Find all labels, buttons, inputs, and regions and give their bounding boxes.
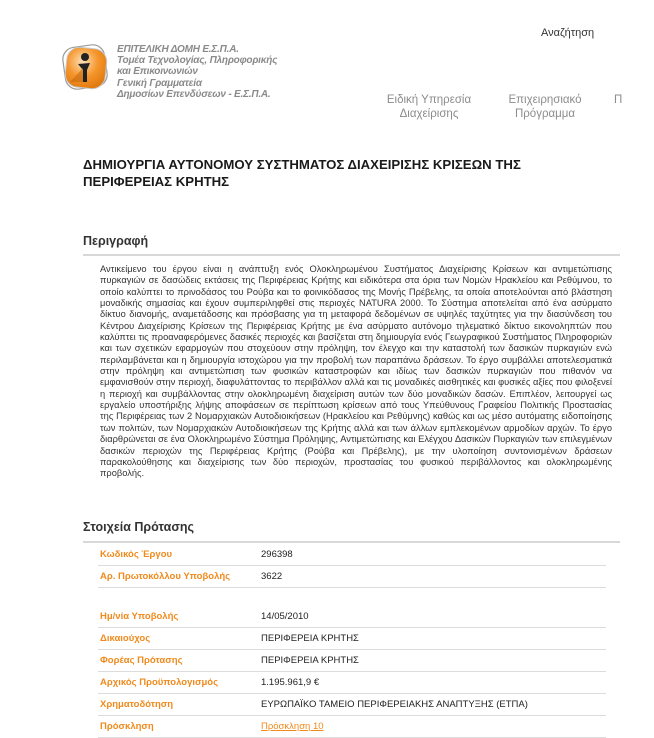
row-label: Φορέας Πρότασης <box>100 655 183 666</box>
search-link[interactable]: Αναζήτηση <box>541 27 595 39</box>
logo-line: και Επικοινωνιών <box>117 66 198 78</box>
project-description: Αντικείμενο του έργου είναι η ανάπτυξη ενός Ολοκληρωμένου Συστήματος Διαχείρισης Κρίσεων και αντιμετώπισης πυρκαγιών σε δασώδεις εκτάσεις της Περιφέρειας Κρήτης και ειδικότερα στα όρια των Νομών Ηρακλείου και Ρεθύμνου, το οποίο καλύπτει το πρινοδάσος του Ρούβα και το φοινικόδασος της Μονής Πρέβελης, τα οποία αποτελούνται από βλάστηση μοναδικής σημασίας και έχουν συμπεριληφθεί στις περιοχές NATURA 2000. Το Σύστημα αποτελείται από ένα ασύρματο δίκτυο διανομής, αναμετάδοσης και πρόσβασης για τη μεταφορά δεδομένων σε υψηλές ταχύτητες για την διασύνδεση του Κέντρου Διαχείρισης Κρίσεων της Περιφέρειας Κρήτης με ένα ασύρματο αυτόνομο τηλεματικό δίκτυο εικονοληπτών που καλύπτει τις προαναφερόμενες δασικές περιοχές και βασίζεται στη δημιουργία ενός Γεωγραφικού Συστήματος Πληροφοριών και των σχετικών εφαρμογών που στοχεύουν στην πρόληψη, τον έλεγχο και την καταστολή των δασικών πυρκαγιών ενώ περιλαμβάνεται και η δημιουργία ιστοχώρου για την προβολή των παραπάνω δράσεων. Το έργο συμβάλλει αποτελεσματικά στην πρόληψη και αντιμετώπιση των φυσικών καταστροφών και ιδίως των δασικών πυρκαγιών που πιθανόν να εμφανισθούν στην περιοχή, διαφυλάττοντας το περιβάλλον αλλά και τις μοναδικές αισθητικές και φυσικές αξίες που φιλοξενεί η περιοχή και συμβάλλοντας στην ολοκληρωμένη διαχείριση αυτών των δύο μοναδικών δασών. Επιπλέον, λειτουργεί ως εργαλείο υποστήριξης λήψης αποφάσεων σε περίπτωση κρίσεων από τους Υπεύθυνους Γραφείου Πολιτικής Προστασίας της Περιφέρειας των 2 Νομαρχιακών Αυτοδιοικήσεων (Ηρακλείου και Ρεθύμνης) καθώς και ως μέσο αυτόματης ειδοποίησης των πολιτών, των Νομαρχιακών Αυτοδιοικήσεων της Κρήτης αλλά και των άλλων εμπλεκομένων αρμοδίων αρχών. Το έργο διαρθρώνεται σε ένα Ολοκληρωμένο Σύστημα Πρόληψης, Αντιμετώπισης και Ελέγχου Δασικών Πυρκαγιών των επιλεγμένων δασικών περιοχών της Περιφέρειας Κρήτης (Ρούβα και Πρέβελης), με την υλοποίηση συντονισμένων δράσεων παρακολούθησης και διαχείρισης των δύο περιοχών, προστασίας του φυσικού περιβάλλοντος και ολοκληρωμένης προβολής. <box>100 264 612 479</box>
main-nav <box>370 93 623 123</box>
table-row <box>98 694 606 716</box>
section-divider <box>83 541 620 543</box>
row-label: Αρ. Πρωτοκόλλου Υποβολής <box>100 571 231 582</box>
row-value <box>261 721 324 732</box>
section-divider <box>83 254 620 256</box>
row-value: 1.195.961,9 € <box>261 677 320 688</box>
row-value: 3622 <box>261 571 283 582</box>
table-row <box>98 672 606 694</box>
row-value: 14/05/2010 <box>261 611 309 622</box>
logo-line: Γενική Γραμματεία <box>117 77 202 89</box>
logo-line: Δημοσίων Επενδύσεων - Ε.Σ.Π.Α. <box>117 88 271 100</box>
row-value: 296398 <box>261 549 293 560</box>
row-label: Χρηματοδότηση <box>100 699 174 710</box>
table-row <box>98 628 606 650</box>
details-table-group-1 <box>98 544 606 588</box>
nav-item-operational-program[interactable] <box>499 93 591 121</box>
row-value: ΕΥΡΩΠΑΪΚΟ ΤΑΜΕΙΟ ΠΕΡΙΦΕΡΕΙΑΚΗΣ ΑΝΑΠΤΥΞΗΣ (ΕΤΠΑ) <box>261 699 528 710</box>
nav-item-label: Διαχείρισης <box>399 108 459 120</box>
table-row <box>98 544 606 566</box>
details-table-group-2 <box>98 606 606 738</box>
nav-item-label: Πρόγραμμα <box>514 108 576 120</box>
row-label: Αρχικός Προϋπολογισμός <box>100 677 219 688</box>
invitation-link[interactable]: Πρόσκληση 10 <box>261 721 324 732</box>
row-label: Ημ/νία Υποβολής <box>100 611 179 622</box>
nav-item-special-service[interactable] <box>383 93 475 121</box>
row-label: Κωδικός Έργου <box>100 549 173 560</box>
nav-item-truncated[interactable] <box>614 93 654 107</box>
logo-text <box>117 44 277 100</box>
logo-line: ΕΠΙΤΕΛΙΚΗ ΔΟΜΗ Ε.Σ.Π.Α. <box>117 44 239 55</box>
row-value: ΠΕΡΙΦΕΡΕΙΑ ΚΡΗΤΗΣ <box>261 655 359 666</box>
row-label: Πρόσκληση <box>100 721 154 732</box>
row-label: Δικαιούχος <box>100 633 151 644</box>
row-value: ΠΕΡΙΦΕΡΕΙΑ ΚΡΗΤΗΣ <box>261 633 359 644</box>
page-title: ΔΗΜΙΟΥΡΓΙΑ ΑΥΤΟΝΟΜΟΥ ΣΥΣΤΗΜΑΤΟΣ ΔΙΑΧΕΙΡΙΣΗΣ ΚΡΙΣΕΩΝ ΤΗΣ ΠΕΡΙΦΕΡΕΙΑΣ ΚΡΗΤΗΣ <box>83 157 521 189</box>
description-heading: Περιγραφή <box>83 234 149 248</box>
details-heading: Στοιχεία Πρότασης <box>83 520 195 534</box>
logo-line: Τομέα Τεχνολογίας, Πληροφορικής <box>117 55 278 67</box>
table-row <box>98 716 606 738</box>
table-row <box>98 650 606 672</box>
table-row <box>98 606 606 628</box>
espa-logo-graphic <box>60 42 112 94</box>
nav-item-label: Ειδική Υπηρεσία <box>386 94 472 106</box>
nav-item-label: Π <box>614 94 623 106</box>
nav-item-label: Επιχειρησιακό <box>508 94 582 106</box>
espa-logo-icon[interactable] <box>60 42 112 94</box>
table-row <box>98 566 606 588</box>
